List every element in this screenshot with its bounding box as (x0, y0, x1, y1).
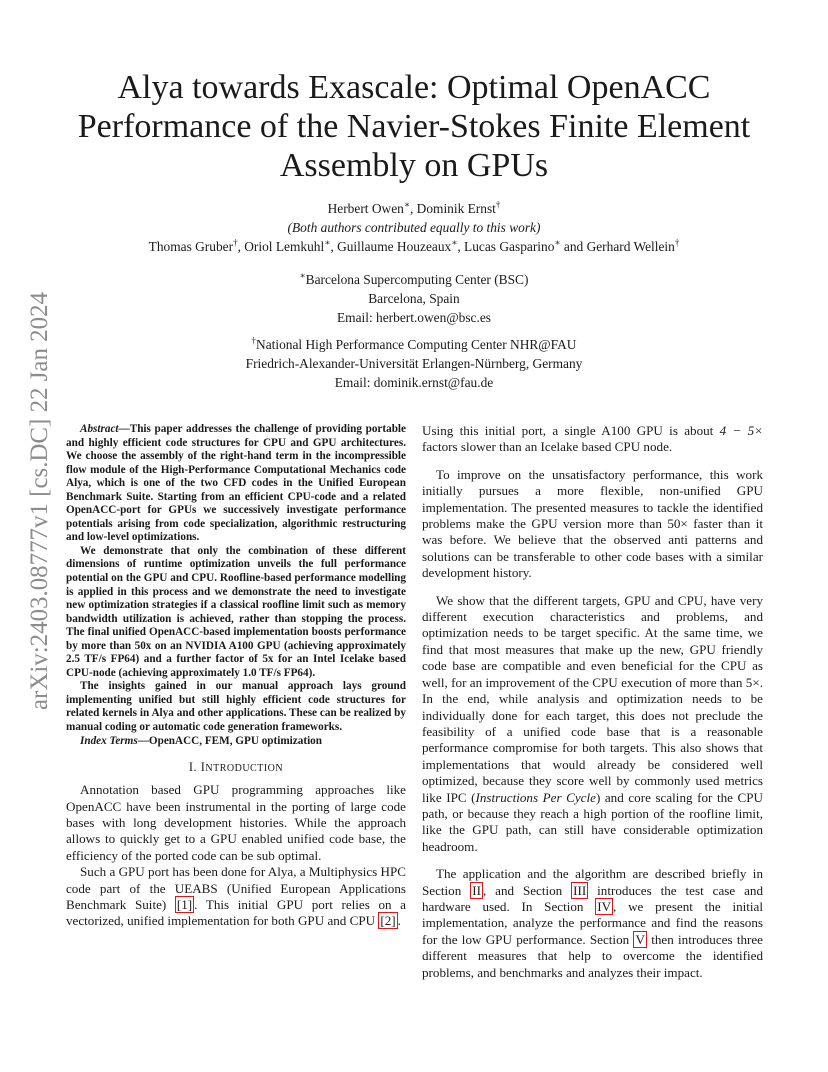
text-run: factors slower than an Icelake based CPU node. (422, 439, 673, 455)
author-sep: , (330, 239, 338, 254)
index-terms-lead: Index Terms (80, 734, 138, 747)
text-run: then introduces three different measures that help to overcome the identified problems, and benchmarks and analyzes their impact. (422, 931, 763, 980)
section-link[interactable]: III (573, 882, 587, 898)
index-terms (66, 735, 406, 749)
intro-body (66, 782, 406, 930)
author-mark: † (233, 237, 238, 248)
section-heading-introduction (66, 760, 406, 775)
affiliation-name: Barcelona Supercomputing Center (BSC) (305, 272, 529, 287)
text-run: introduces the test case and hardware used. In Section (422, 882, 763, 914)
author-name: Oriol Lemkuhl (244, 239, 325, 254)
intro-paragraph (66, 864, 406, 930)
author-name: Herbert Owen (327, 201, 404, 216)
author-sep: and (560, 239, 587, 254)
affiliation-email: Email: herbert.owen@bsc.es (337, 310, 491, 325)
index-terms-text: —OpenACC, FEM, GPU optimization (137, 734, 322, 747)
text-run: . This initial GPU port relies on a vectorized, unified implementation for both GPU and CPU (66, 896, 406, 929)
affiliation-email: Email: dominik.ernst@fau.de (334, 375, 494, 390)
equal-contribution-note: (Both authors contributed equally to this work) (287, 220, 541, 235)
body-paragraph (422, 423, 763, 456)
affiliation-location: Friedrich-Alexander-Universität Erlangen-Nürnberg, Germany (245, 356, 583, 371)
author-mark: ∗ (554, 237, 561, 248)
author-mark: † (674, 237, 680, 248)
text-run: Such a GPU port has been done for Alya, a Multiphysics HPC code part of the UEABS (Unified European Applications Benchmark Suite) (66, 864, 406, 912)
affiliation-name: National High Performance Computing Center NHR@FAU (256, 337, 577, 352)
paper-title: Alya towards Exascale: Optimal OpenACC Performance of the Navier-Stokes Finite Element Assembly on GPUs (77, 69, 751, 184)
body-paragraph (422, 593, 763, 856)
math-inline: 4 − 5× (719, 423, 763, 438)
text-run: The application and the algorithm are described briefly in Section (422, 866, 763, 898)
section-link[interactable]: V (635, 931, 645, 947)
text-run: , and Section (482, 882, 572, 898)
left-column (66, 423, 406, 930)
text-run: We show that the different targets, GPU and CPU, have very different execution characteristics and problems, and optimization needs to be target specific. At the same time, we find that most measures that make up the new, GPU friendly code base are compatible and even beneficial for the CPU as well, for an improvement of the CPU execution of more than (422, 592, 763, 690)
citation-link[interactable]: [1] (176, 896, 193, 912)
text-run: faster than it was before. We believe that the observed anti patterns and solutions can be transferable to other code bases with a similar development history. (422, 516, 763, 581)
affiliation-mark: † (251, 335, 257, 346)
author-name: Dominik Ernst (416, 201, 496, 216)
author-mark: † (495, 199, 501, 210)
affiliation-mark: ∗ (299, 270, 306, 281)
citation-link[interactable]: [2] (380, 913, 396, 929)
affiliation-nhr (60, 335, 768, 392)
authors-block (60, 199, 768, 256)
affiliation-location: Barcelona, Spain (368, 291, 460, 306)
text-run: Using this initial port, a single A100 GPU is about (422, 423, 720, 438)
abstract (66, 423, 406, 735)
author-name: Gerhard Wellein (586, 239, 675, 254)
abstract-paragraph (66, 423, 406, 545)
author-sep: , (409, 201, 417, 216)
text-run: , we present the initial implementation, analyze the performance and find the reasons for the low GPU performance. Section (422, 898, 763, 947)
abstract-paragraph: The insights gained in our manual approach lays ground implementing unified but still highly efficient code structures for related kernels in Alya and other applications. These can be realized by manual coding or automatic code generation frameworks. (66, 680, 406, 734)
section-number: I. (188, 760, 201, 775)
author-mark: ∗ (451, 237, 458, 248)
section-link[interactable]: II (472, 882, 481, 898)
text-run: ) and core scaling for the CPU path, or because they reach a high portion of the roofline limit, like the GPU path, can still have considerable optimization headroom. (422, 789, 763, 854)
right-body (422, 423, 763, 981)
abstract-lead: Abstract (80, 423, 119, 435)
author-sep: , (237, 239, 245, 254)
section-initial: I (200, 760, 206, 775)
abstract-paragraph: We demonstrate that only the combination of these different dimensions of runtime optimization unveils the full performance potential on the GPU and CPU. Roofline-based performance modelling is applied in this process and we demonstrate the need to investigate new optimization strategies if a classical roofline limit such as memory bandwidth utilization is achieved, rather than stopping the process. The final unified OpenACC-based implementation boosts performance by more than 50x on an NVIDIA A100 GPU (achieving approximately 2.5 TF/s FP64) and a further factor of 5x for an Intel Icelake based CPU-node (achieving approximately 1.0 TF/s FP64). (66, 544, 406, 679)
text-run: . In the end, while analysis and optimization needs to be individually done for each target, this does not preclude the feasibility of a unified code base that is a reasonable performance compromise for both targets. This also shows that implementations that would already be considered well optimized, because they score well by commonly used metrics like IPC ( (422, 674, 763, 805)
authors-line-1 (60, 199, 768, 218)
intro-paragraph: Annotation based GPU programming approaches like OpenACC have been instrumental in the porting of large code bases with long development histories. While the approach allows to quickly get to a GPU enabled unified code base, the efficiency of the ported code can be sub optimal. (66, 782, 406, 863)
author-sep: , (457, 239, 465, 254)
math-inline: 5× (745, 674, 760, 690)
author-mark: ∗ (324, 237, 331, 248)
author-mark: ∗ (403, 199, 410, 210)
author-name: Guillaume Houzeaux (337, 239, 452, 254)
abstract-text: —This paper addresses the challenge of providing portable and highly efficient code structures for CPU and GPU architectures. We choose the assembly of the right-hand term in the incompressible flow module of the High-Performance Computational Mechanics code Alya, which is one of the two CFD codes in the Unified European Benchmark Suite. Starting from an efficient CPU-code and a related OpenACC-port for GPUs we successively investigate performance potentials arising from code specialization, algorithmic restructuring and low-level optimizations. (66, 423, 406, 544)
author-name: Thomas Gruber (148, 239, 234, 254)
body-paragraph (422, 467, 763, 582)
text-run-italic: Instructions Per Cycle (475, 789, 596, 805)
arxiv-id-text: arXiv:2403.08777v1 [cs.DC] 22 Jan 2024 (26, 290, 53, 710)
text-run: . (397, 913, 401, 929)
body-paragraph (422, 866, 763, 981)
section-link[interactable]: IV (597, 898, 612, 914)
right-column (422, 423, 763, 992)
authors-line-3 (60, 237, 768, 256)
math-inline: 50× (667, 516, 688, 532)
affiliation-bsc (60, 270, 768, 327)
author-name: Lucas Gasparino (464, 239, 555, 254)
arxiv-side-stamp (16, 290, 56, 710)
text-run: To improve on the unsatisfactory performance, this work initially pursues a more flexible, non-unified GPU implementation. The presented measures to tackle the identified problems make the GPU version more than (422, 466, 763, 532)
section-title-rest: NTRODUCTION (205, 763, 284, 775)
